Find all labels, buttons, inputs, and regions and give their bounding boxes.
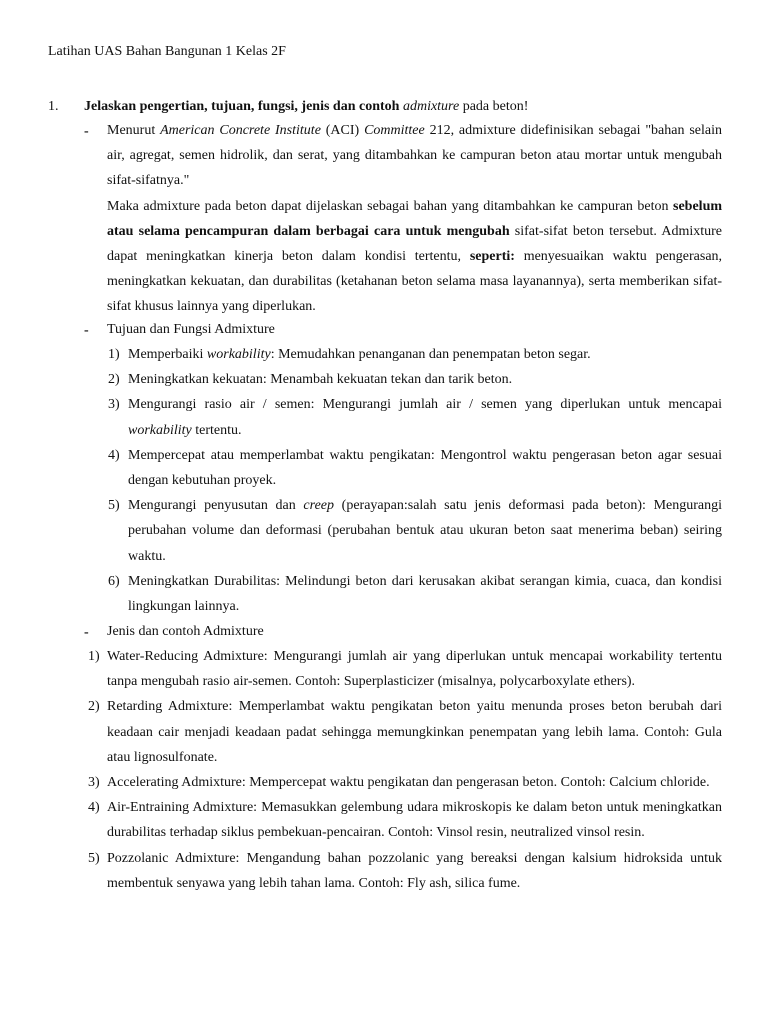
document-header: Latihan UAS Bahan Bangunan 1 Kelas 2F: [48, 44, 286, 59]
question-tail-text: pada beton!: [462, 99, 529, 114]
question-text: [84, 94, 728, 119]
section1-paragraph-1: [107, 118, 722, 194]
list-item: [88, 770, 722, 795]
section1-definition: [107, 118, 722, 320]
list-item: [108, 342, 722, 367]
section3-list: [88, 644, 722, 896]
list-item-text: Water-Reducing Admixture: Mengurangi jumlah air yang diperlukan untuk mencapai workability tertentu tanpa mengubah rasio air-semen. Contoh: Superplasticizer (misalnya, polycarboxylate ethers).: [107, 649, 722, 690]
list-item-text: Retarding Admixture: Memperlambat waktu pengikatan beton yaitu menunda proses beton berubah dari keadaan cair menjadi keadaan padat sehingga memungkinkan penempatan yang lebih lama. Contoh: Gula atau lignosulfonate.: [107, 699, 722, 765]
list-item: [108, 569, 722, 619]
list-item-number: 2): [88, 699, 100, 715]
list-item-text: Accelerating Admixture: Mempercepat waktu pengikatan dan pengerasan beton. Contoh: Calcium chloride.: [107, 775, 710, 791]
text-run: (ACI): [325, 123, 360, 138]
list-item-number: 4): [108, 447, 120, 463]
list-item-text: Pozzolanic Admixture: Mengandung bahan pozzolanic yang bereaksi dengan kalsium hidroksida untuk membentuk senyawa yang lebih tahan lama. Contoh: Fly ash, silica fume.: [107, 850, 722, 891]
list-item-text: [108, 342, 722, 367]
list-item-number: 6): [108, 573, 120, 589]
list-item-number: 1): [108, 347, 120, 362]
text-run: Mengurangi rasio air / semen: Mengurangi jumlah air / semen yang diperlukan untuk mencapai: [128, 397, 722, 413]
text-run: Maka admixture pada beton dapat dijelaskan sebagai bahan yang ditambahkan ke campuran beton: [107, 198, 669, 214]
text-run: : Memudahkan penanganan dan penempatan beton segar.: [270, 347, 591, 362]
text-run-bold: seperti:: [469, 249, 515, 265]
question-bold-text: Jelaskan pengertian, tujuan, fungsi, jenis dan contoh: [84, 99, 400, 114]
list-item-text: [108, 443, 722, 493]
text-run: Meningkatkan Durabilitas: Melindungi beton dari kerusakan akibat serangan kimia, cuaca, dan kondisi lingkungan lainnya.: [128, 573, 722, 615]
list-item-number: 2): [108, 372, 120, 388]
text-run: Mempercepat atau memperlambat waktu pengikatan: Mengontrol waktu pengerasan beton agar sesuai dengan kebutuhan proyek.: [128, 447, 722, 489]
section3-title: Jenis dan contoh Admixture: [107, 624, 264, 639]
list-item-number: 3): [108, 397, 120, 413]
list-item-text: Air-Entraining Admixture: Memasukkan gelembung udara mikroskopis ke dalam beton untuk meningkatkan durabilitas terhadap siklus pembekuan-pencairan. Contoh: Vinsol resin, neutralized vinsol resin.: [107, 800, 722, 841]
section2-list: [108, 342, 722, 619]
text-run: menyesuaikan waktu pengerasan, meningkatkan kekuatan, dan durabilitas (ketahanan beton selama masa layanannya), serta memberikan sifat-sifat khusus lainnya yang diperlukan.: [107, 249, 723, 315]
text-run-bold: sebelum atau selama pencampuran dalam berbagai cara untuk mengubah: [107, 198, 723, 239]
text-run: 212, admixture didefinisikan sebagai "bahan selain air, agregat, semen hidrolik, dan serat, yang ditambahkan ke campuran beton atau mortar untuk mengubah sifat-sifatnya.": [107, 123, 723, 189]
text-run-italic: workability: [206, 347, 271, 362]
list-item: [108, 392, 722, 442]
section1-bullet: -: [84, 124, 89, 139]
section2-title: Tujuan dan Fungsi Admixture: [107, 322, 275, 337]
list-item-text: [108, 367, 722, 392]
text-run: Meningkatkan kekuatan: Menambah kekuatan tekan dan tarik beton.: [128, 372, 513, 388]
list-item: [108, 493, 722, 569]
list-item: [108, 367, 722, 392]
list-item: [88, 694, 722, 770]
section2-bullet: -: [84, 323, 89, 338]
text-run: Mengurangi penyusutan dan: [128, 498, 296, 514]
list-item-number: 4): [88, 800, 100, 816]
list-item-text: [108, 569, 722, 619]
text-run: Menurut: [107, 123, 156, 138]
list-item: [108, 443, 722, 493]
text-run: (perayapan:salah satu jenis deformasi pada beton): Mengurangi perubahan volume dan deformasi (perubahan bentuk atau ukuran beton saat menerima beban) seiring waktu.: [128, 498, 722, 564]
list-item-number: 5): [108, 498, 120, 514]
list-item: [88, 846, 722, 896]
text-run: sifat-sifat beton tersebut. Admixture dapat meningkatkan kinerja beton dalam kondisi tertentu,: [107, 223, 722, 265]
list-item-number: 5): [88, 850, 100, 866]
text-run-italic: creep: [303, 498, 334, 514]
list-item-text: [108, 493, 722, 569]
text-run: tertentu.: [195, 422, 242, 438]
text-run: Memperbaiki: [128, 347, 204, 362]
list-item: [88, 644, 722, 694]
question-number: 1.: [48, 99, 59, 114]
list-item-number: 1): [88, 649, 100, 664]
list-item-number: 3): [88, 775, 100, 791]
list-item-text: [108, 392, 722, 442]
question-1: [48, 94, 728, 119]
list-item: [88, 795, 722, 845]
text-run-italic: workability: [128, 422, 192, 438]
question-italic-text: admixture: [402, 99, 460, 114]
text-run-italic: American Concrete Institute: [160, 123, 321, 138]
text-run-italic: Committee: [364, 123, 425, 138]
section1-paragraph-2: [107, 194, 722, 320]
section3-bullet: -: [84, 625, 89, 640]
